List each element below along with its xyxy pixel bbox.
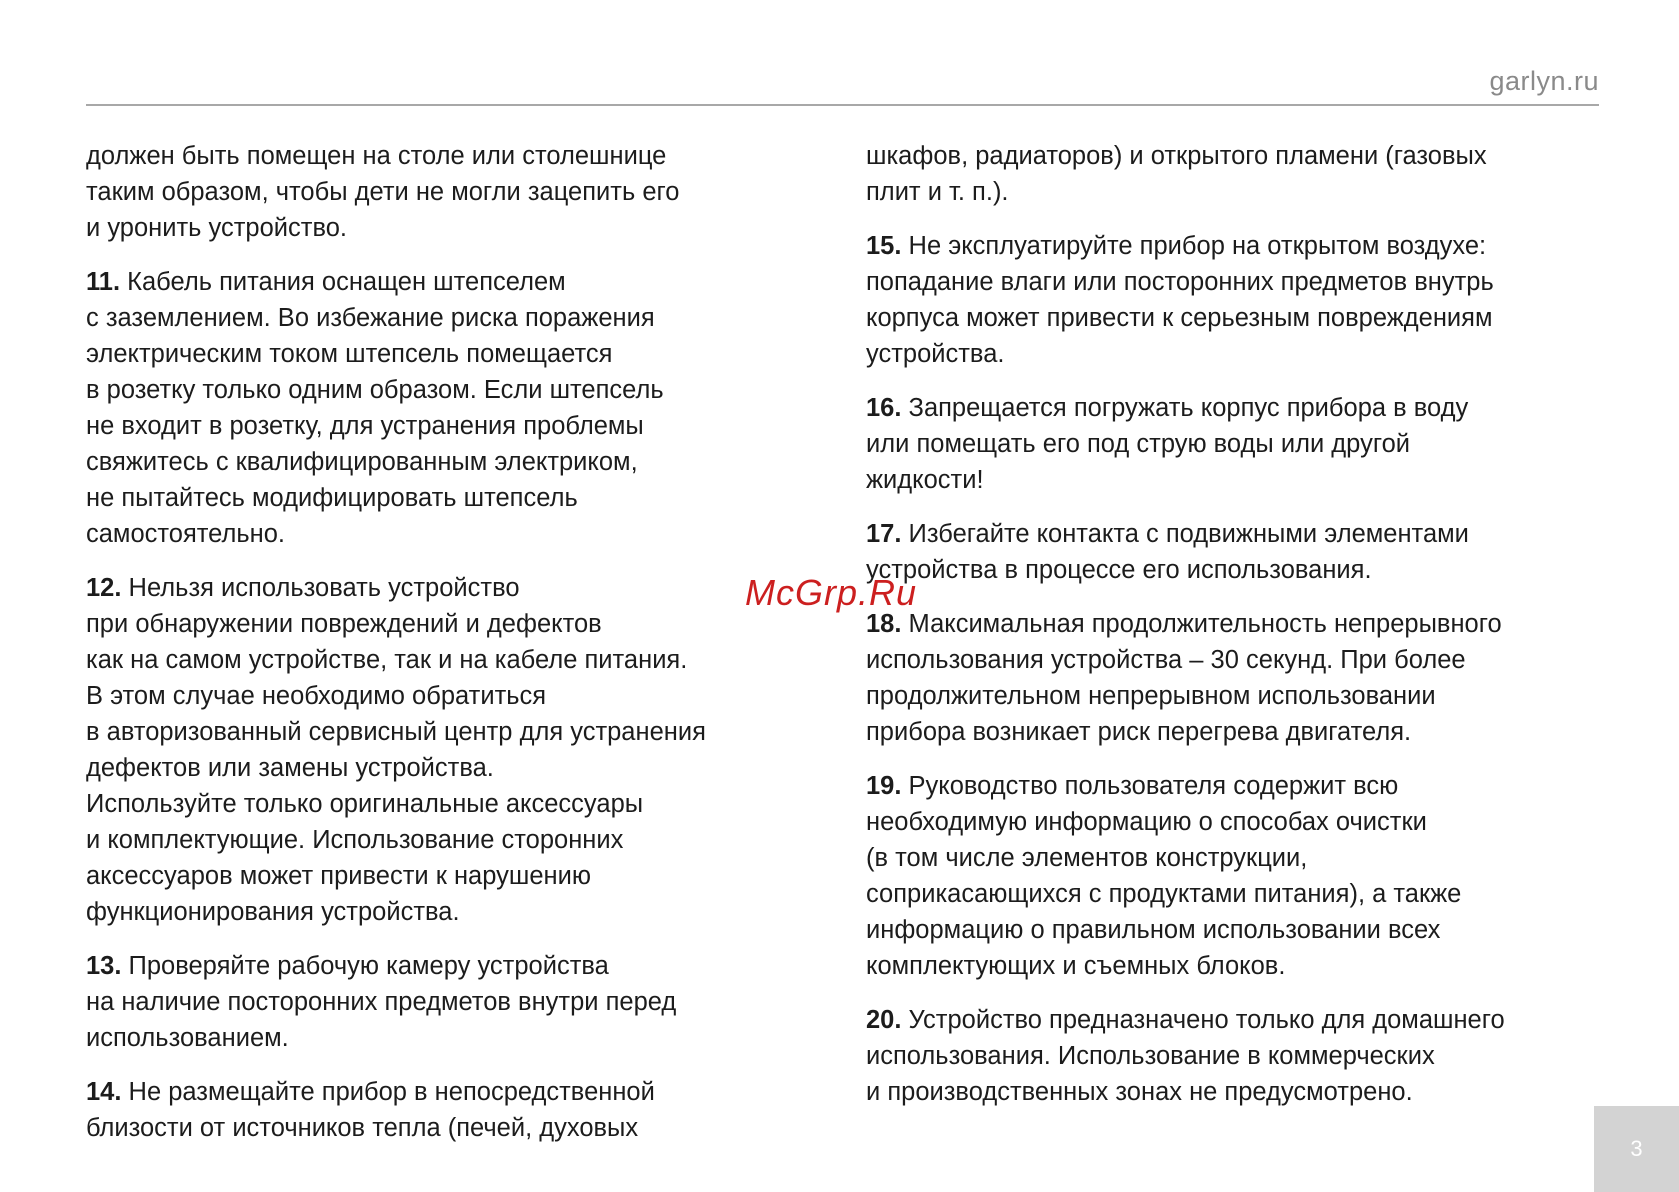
header-divider [86, 104, 1599, 106]
item-text: Кабель питания оснащен штепселем с заземлением. Во избежание риска поражения электрическим током штепсель помещается в розетку только одним образом. Если штепсель не входит в розетку, для устранения проблемы свяжитесь с квалифицированным электриком, не пытайтесь модифицировать штепсель самостоятельно. [86, 268, 664, 548]
item-text: Запрещается погружать корпус прибора в воду или помещать его под струю воды или другой жидкости! [866, 394, 1469, 494]
item-text: Проверяйте рабочую камеру устройства на наличие посторонних предметов внутри перед использованием. [86, 952, 677, 1052]
item-number: 15. [866, 232, 902, 260]
item-20 [866, 1002, 1606, 1110]
item-text: Нельзя использовать устройство при обнаружении повреждений и дефектов как на самом устройстве, так и на кабеле питания. В этом случае необходимо обратиться в авторизованный сервисный центр для устранения дефектов или замены устройства. Используйте только оригинальные аксессуары и комплектующие. Использование сторонних аксессуаров может привести к нарушению функционирования устройства. [86, 574, 706, 926]
item-number: 18. [866, 610, 902, 638]
item-number: 14. [86, 1078, 122, 1106]
item-14 [86, 1074, 826, 1146]
left-column [86, 138, 826, 1164]
item-number: 19. [866, 772, 902, 800]
right-column [866, 138, 1606, 1128]
watermark-text: McGrp.Ru [745, 572, 918, 613]
item-number: 17. [866, 520, 902, 548]
item-text: Не эксплуатируйте прибор на открытом воздухе: попадание влаги или посторонних предметов внутрь корпуса может привести к серьезным повреждениям устройства. [866, 232, 1494, 368]
item-13 [86, 948, 826, 1056]
item-number: 11. [86, 268, 121, 296]
item-text: Руководство пользователя содержит всю необходимую информацию о способах очистки (в том числе элементов конструкции, соприкасающихся с продуктами питания), а также информацию о правильном использовании всех комплектующих и съемных блоков. [866, 772, 1462, 980]
item-text: Максимальная продолжительность непрерывного использования устройства – 30 секунд. При более продолжительном непрерывном использовании прибора возникает риск перегрева двигателя. [866, 610, 1502, 746]
item-number: 16. [866, 394, 902, 422]
continuation-paragraph: шкафов, радиаторов) и открытого пламени (газовых плит и т. п.). [866, 142, 1487, 206]
item-number: 12. [86, 574, 122, 602]
item-12 [86, 570, 826, 930]
intro-paragraph: должен быть помещен на столе или столешнице таким образом, чтобы дети не могли зацепить его и уронить устройство. [86, 142, 680, 242]
item-11 [86, 264, 826, 552]
item-15 [866, 228, 1606, 372]
site-url: garlyn.ru [1489, 66, 1599, 96]
item-19 [866, 768, 1606, 984]
item-text: Не размещайте прибор в непосредственной близости от источников тепла (печей, духовых [86, 1078, 655, 1142]
item-text: Избегайте контакта с подвижными элементами устройства в процессе его использования. [866, 520, 1469, 584]
item-16 [866, 390, 1606, 498]
item-number: 20. [866, 1006, 902, 1034]
item-17 [866, 516, 1606, 588]
item-18 [866, 606, 1606, 750]
page-number: 3 [1630, 1136, 1643, 1161]
page-number-box [1594, 1106, 1679, 1192]
item-number: 13. [86, 952, 122, 980]
item-text: Устройство предназначено только для домашнего использования. Использование в коммерческих и производственных зонах не предусмотрено. [866, 1006, 1505, 1106]
